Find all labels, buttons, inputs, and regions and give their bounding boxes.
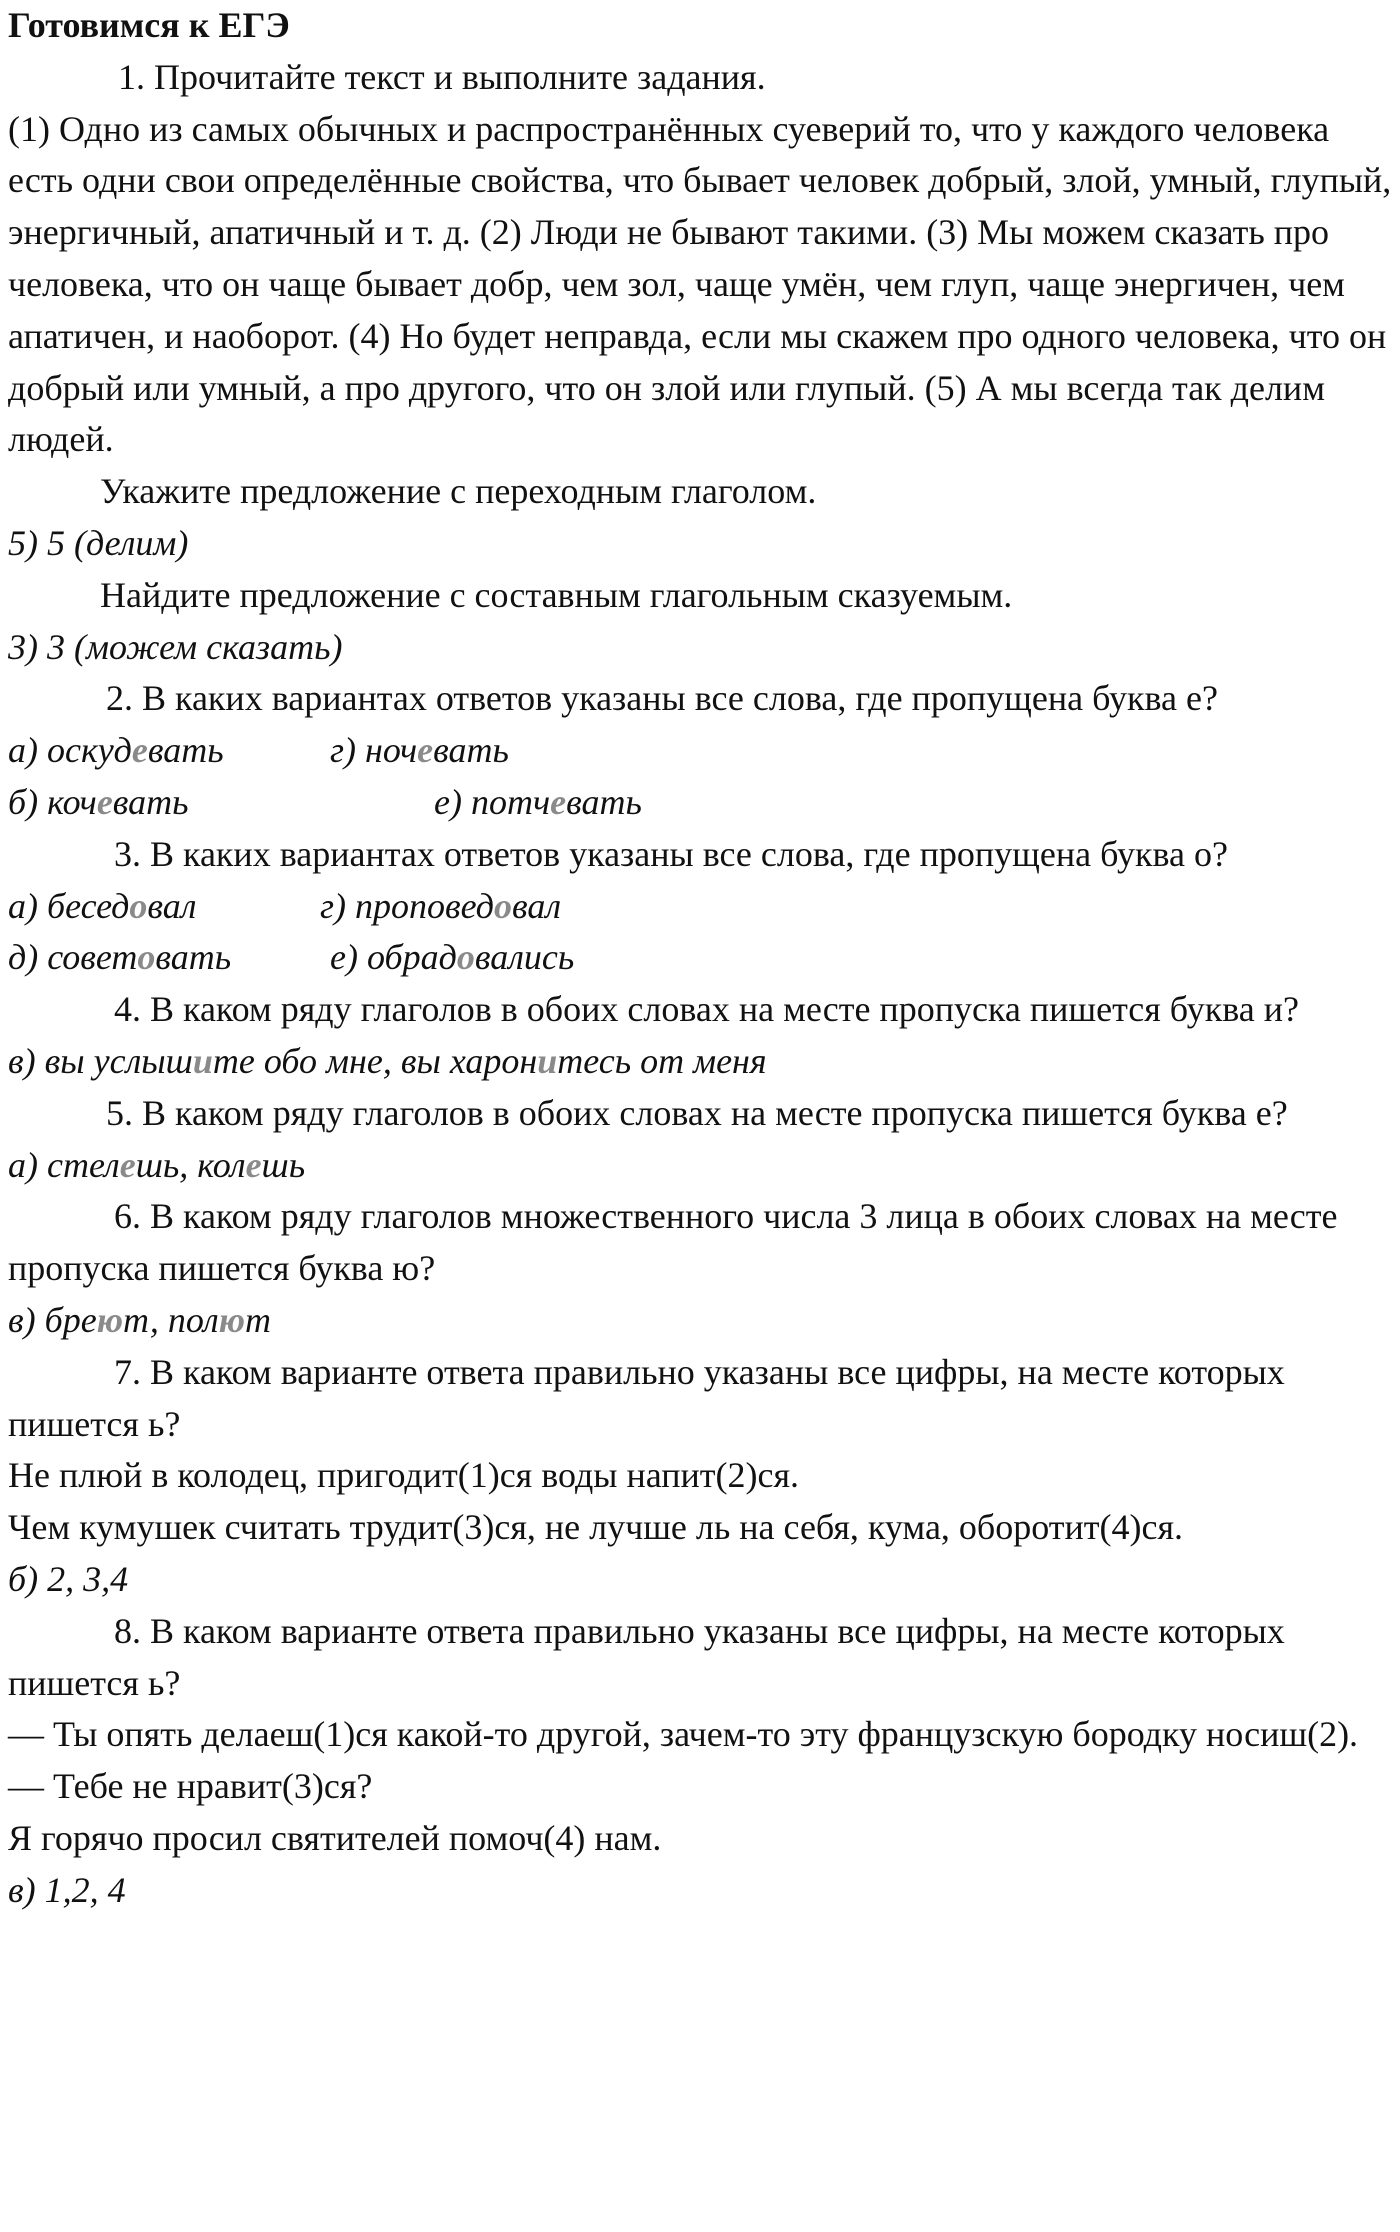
- task7-line-2: Чем кумушек считать трудит(3)ся, не лучше ль на себя, кума, оборотит(4)ся.: [8, 1507, 1184, 1548]
- task8-line-2: — Тебе не нравит(3)ся?: [8, 1766, 373, 1807]
- task1-question-2: Найдите предложение с составным глагольным сказуемым.: [100, 574, 1013, 615]
- task7-line-1: Не плюй в колодец, пригодит(1)ся воды напит(2)ся.: [8, 1455, 799, 1496]
- task3-answer-e: е) обрадовались: [330, 937, 575, 978]
- task7-answer: б) 2, 3,4: [8, 1558, 129, 1599]
- task2-answer-g: г) ночевать: [330, 730, 509, 771]
- task3-question: 3. В каких вариантах ответов указаны все слова, где пропущена буква о?: [114, 833, 1228, 874]
- task1-text: (1) Одно из самых обычных и распространённых суеверий то, что у каждого человека есть одни свои определённые свойства, что бывает человек добрый, злой, умный, глупый, энергичный, апатичный и т. д. (2) Люди не бывают такими. (3) Мы можем сказать про человека, что он чаще бывает добр, чем зол, чаще умён, чем глуп, чаще энергичен, чем апатичен, и наоборот. (4) Но будет неправда, если мы скажем про одного человека, что он добрый или умный, а про другого, что он злой или глупый. (5) А мы всегда так делим людей.: [8, 108, 1392, 460]
- task2-answer-row-1: [8, 725, 1392, 777]
- task1-answer-2: 3) 3 (можем сказать): [8, 626, 343, 667]
- task3-answer-row-1: [8, 881, 1392, 933]
- task7-question: 7. В каком варианте ответа правильно указаны все цифры, на месте которых пишется ь?: [8, 1351, 1285, 1444]
- task2-answer-row-2: [8, 777, 1392, 829]
- task2-answer-a: а) оскудевать: [8, 730, 224, 771]
- task6-answer: в) бреют, полют: [8, 1299, 271, 1340]
- task2-answer-b: б) кочевать: [8, 781, 189, 822]
- task3-answer-d: д) советовать: [8, 937, 232, 978]
- task2-question: 2. В каких вариантах ответов указаны все слова, где пропущена буква е?: [106, 678, 1218, 719]
- task8-question: 8. В каком варианте ответа правильно указаны все цифры, на месте которых пишется ь?: [8, 1610, 1285, 1703]
- task8-line-3: Я горячо просил святителей помоч(4) нам.: [8, 1817, 662, 1858]
- task4-question: 4. В каком ряду глаголов в обоих словах на месте пропуска пишется буква и?: [114, 989, 1299, 1030]
- task3-answer-a: а) беседовал: [8, 885, 197, 926]
- task8-line-1: — Ты опять делаеш(1)ся какой-то другой, зачем-то эту французскую бородку носиш(2).: [8, 1714, 1359, 1755]
- page-title: Готовимся к ЕГЭ: [8, 5, 290, 45]
- task3-answer-row-2: [8, 932, 1392, 984]
- task4-answer: в) вы услышите обо мне, вы харонитесь от меня: [8, 1040, 767, 1081]
- task5-question: 5. В каком ряду глаголов в обоих словах на месте пропуска пишется буква е?: [106, 1092, 1288, 1133]
- task8-answer: в) 1,2, 4: [8, 1869, 126, 1910]
- task2-answer-e: е) потчевать: [434, 781, 642, 822]
- task5-answer: а) стелешь, колешь: [8, 1144, 306, 1185]
- task6-question: 6. В каком ряду глаголов множественного числа 3 лица в обоих словах на месте пропуска пишется буква ю?: [8, 1196, 1338, 1289]
- task1-answer-1: 5) 5 (делим): [8, 522, 189, 563]
- task3-answer-g: г) проповедовал: [320, 885, 562, 926]
- task1-question-1: Укажите предложение с переходным глаголом.: [100, 471, 817, 512]
- task1-title: 1. Прочитайте текст и выполните задания.: [118, 56, 766, 97]
